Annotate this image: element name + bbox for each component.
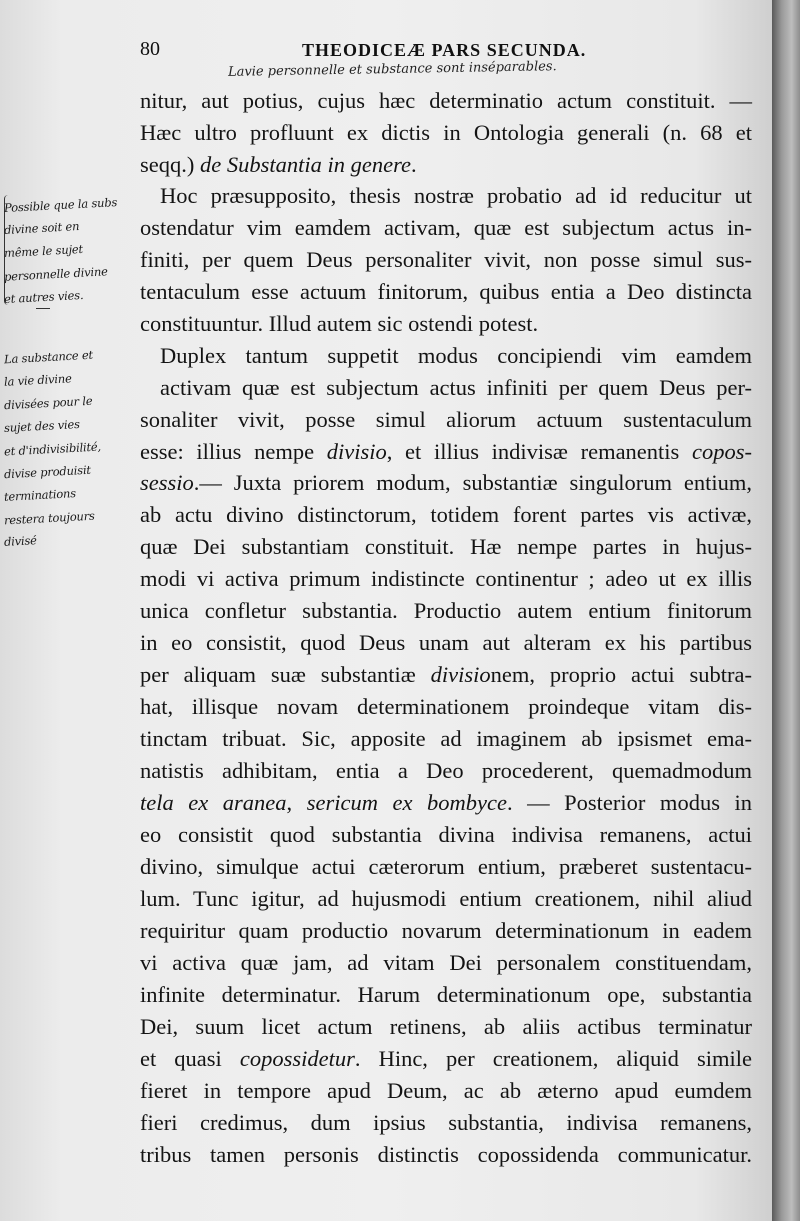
text-line: Duplex tantum suppetit modus concipiendi vim eamdem: [160, 343, 752, 368]
text-line: quæ Dei substantiam constituit. Hæ nempe partes in hujus-: [140, 534, 752, 559]
text-line: hat, illisque novam determinationem proindeque vitam dis-: [140, 694, 752, 719]
margin-note: terminations: [3, 486, 77, 504]
text-line: fieret in tempore apud Deum, ac ab æterno apud eumdem: [140, 1078, 752, 1103]
margin-note: personnelle divine: [3, 264, 109, 284]
margin-note: Possible que la subs: [3, 195, 118, 215]
margin-note: la vie divine: [3, 371, 72, 389]
handwritten-interlinear-note: Lavie personnelle et substance sont inséparables.: [227, 59, 557, 80]
text-line: unica confletur substantia. Productio autem entium finitorum: [140, 598, 752, 623]
text-line: Hæc ultro profluunt ex dictis in Ontologia generali (n. 68 et: [140, 120, 752, 145]
text-line: ostendatur vim eamdem activam, quæ est subjectum actus in-: [140, 215, 752, 240]
text-line: in eo consistit, quod Deus unam aut alteram ex his partibus: [140, 630, 752, 655]
text-line: constituuntur. Illud autem sic ostendi potest.: [140, 311, 539, 336]
margin-note: divisé: [3, 533, 38, 549]
text-line: infinite determinatur. Harum determinationum ope, substantia: [140, 982, 752, 1007]
margin-note: sujet des vies: [3, 417, 81, 435]
text-line: tela ex aranea, sericum ex bombyce. — Posterior modus in: [140, 790, 752, 815]
text-line: divino, simulque actui cæterorum entium, præberet sustentacu-: [140, 854, 752, 879]
margin-note: restera toujours: [3, 508, 95, 528]
text-line: sonaliter vivit, posse simul aliorum actuum sustentaculum: [140, 407, 752, 432]
page-number: 80: [140, 38, 160, 60]
text-line: esse: illius nempe divisio, et illius indivisæ remanentis copos-: [140, 439, 752, 464]
margin-note: et autres vies.: [3, 287, 84, 307]
margin-note: divise produisit: [3, 462, 92, 482]
text-line: tribus tamen personis distinctis copossidenda communicatur.: [140, 1142, 752, 1167]
text-line: finiti, per quem Deus personaliter vivit, non posse simul sus-: [140, 247, 752, 272]
text-line: lum. Tunc igitur, ad hujusmodi entium creationem, nihil aliud: [140, 886, 752, 911]
text-line: tentaculum esse actuum finitorum, quibus entia a Deo distincta: [140, 279, 752, 304]
text-line: per aliquam suæ substantiæ divisionem, proprio actui subtra-: [140, 662, 752, 687]
margin-note: même le sujet: [3, 241, 84, 261]
margin-note: et d'indivisibilité,: [3, 439, 102, 459]
text-line: Dei, suum licet actum retinens, ab aliis actibus terminatur: [140, 1014, 752, 1039]
text-line: tinctam tribuat. Sic, apposite ad imaginem ab ipsismet ema-: [140, 726, 752, 751]
text-line: fieri credimus, dum ipsius substantia, indivisa remanens,: [140, 1110, 752, 1135]
text-line: seqq.) de Substantia in genere.: [140, 152, 417, 177]
text-line: natistis adhibitam, entia a Deo procederent, quemadmodum: [140, 758, 752, 783]
text-line: activam quæ est subjectum actus infiniti per quem Deus per-: [160, 375, 752, 400]
margin-note: divine soit en: [3, 219, 80, 237]
text-line: sessio.— Juxta priorem modum, substantiæ singulorum entium,: [140, 470, 752, 495]
text-line: et quasi copossidetur. Hinc, per creationem, aliquid simile: [140, 1046, 752, 1071]
text-line: eo consistit quod substantia divina indivisa remanens, actui: [140, 822, 752, 847]
page-edge-shadow: [772, 0, 800, 1221]
text-line: Hoc præsupposito, thesis nostræ probatio ad id reducitur ut: [160, 183, 752, 208]
margin-dash: [36, 308, 50, 309]
text-line: nitur, aut potius, cujus hæc determinatio actum constituit. —: [140, 88, 752, 113]
running-title: THEODICEÆ PARS SECUNDA.: [302, 40, 587, 60]
text-line: modi vi activa primum indistincte continentur ; adeo ut ex illis: [140, 566, 752, 591]
text-line: requiritur quam productio novarum determinationum in eadem: [140, 918, 752, 943]
text-line: ab actu divino distinctorum, totidem forent partes vis activæ,: [140, 502, 752, 527]
margin-note: divisées pour le: [3, 393, 93, 413]
margin-note: La substance et: [3, 347, 94, 367]
text-line: vi activa quæ jam, ad vitam Dei personalem constituendam,: [140, 950, 752, 975]
